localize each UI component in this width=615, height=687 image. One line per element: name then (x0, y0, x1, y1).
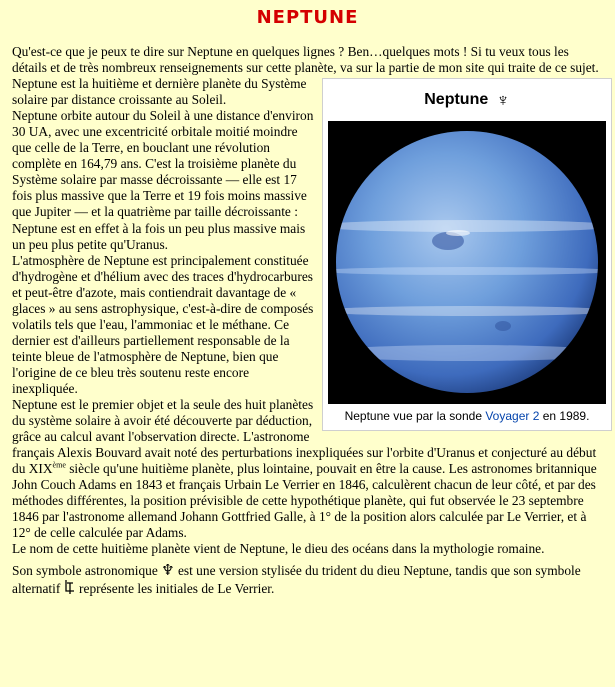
intro-paragraph: Qu'est-ce que je peux te dire sur Neptune en quelques lignes ? Ben…quelques mots ! Si tu veux tous les détails et de très nombreux renseignements sur cette planète, va sur la partie de mon site qui traite de ce sujet. (12, 44, 599, 76)
infobox-title-text: Neptune (424, 91, 489, 109)
paragraph-symbol (12, 562, 607, 597)
century-superscript: ème (52, 460, 66, 470)
symbol-text: Son symbole astronomique (12, 562, 162, 578)
symbol-text-mid: est une version stylisée du trident du dieu Neptune, tandis que son symbole alternatif (12, 562, 581, 596)
discovery-text-end: siècle qu'une huitième planète, plus lointaine, pouvait en être la cause. Les astronomes britannique John Couch Adams en 1843 et français Urbain Le Verrier en 1846, calculèrent chacun de leur côté, et par des méthodes différentes, la position prévisible de cette hypothétique planète, qui fut observée le 23 septembre 1846 par l'astronome allemand Johann Gottfried Galle, à 1° de la position alors calculée par Le Verrier, et à 12° de celle calculée par Adams. (12, 461, 597, 541)
infobox (322, 78, 612, 431)
paragraph-position: Neptune est la huitième et dernière planète du Système solaire par distance croissante au Soleil. (12, 76, 307, 108)
article (12, 44, 607, 597)
page-title: NEPTUNE (256, 7, 359, 28)
caption-text-end: en 1989. (539, 409, 590, 424)
voyager-2-link[interactable]: Voyager 2 (485, 409, 540, 424)
paragraph-orbit: Neptune orbite autour du Soleil à une distance d'environ 30 UA, avec une excentricité orbitale moitié moindre que celle de la Terre, en bouclant une révolution complète en 164,79 ans. C'est la troisième planète du Système solaire par masse décroissante — elle est 17 fois plus massive que la Terre et 19 fois moins massive que Jupiter — et la quatrième par taille décroissante : Neptune est en effet à la fois un peu plus massive mais un peu plus petite qu'Uranus. (12, 108, 314, 252)
neptune-planet-image (328, 121, 606, 404)
infobox-title (323, 79, 611, 121)
neptune-symbol-icon: ♆ (496, 90, 510, 111)
symbol-text-end: représente les initiales de Le Verrier. (75, 580, 275, 596)
paragraph-atmosphere: L'atmosphère de Neptune est principalement constituée d'hydrogène et d'hélium avec des traces d'hydrocarbures et peut-être d'azote, mais contiendrait davantage de « glaces » au sens astrophysique, c'est-à-dire de composés volatils tels que l'eau, l'ammoniac et le méthane. Ce dernier est d'ailleurs partiellement responsable de la teinte bleue de l'atmosphère de Neptune, bien que l'origine de ce bleu très soutenu reste encore inexpliquée. (12, 252, 314, 396)
trident-symbol-icon: ♆ (161, 560, 175, 579)
neptune-planet-svg (328, 121, 606, 404)
infobox-caption (323, 408, 611, 424)
discovery-text: Neptune est le premier objet et la seule des huit planètes du système solaire à avoir été découverte par déduction, grâce au calcul avant l'observation directe. L'astronome français Alexis Bouvard avait noté des perturbations inexpliquées sur l'orbite d'Uranus et conjecturé au début du XIX (12, 397, 597, 477)
le-verrier-monogram-icon (64, 579, 76, 595)
caption-text: Neptune vue par la sonde (344, 409, 486, 424)
paragraph-name: Le nom de cette huitième planète vient de Neptune, le dieu des océans dans la mythologie romaine. (12, 541, 545, 557)
